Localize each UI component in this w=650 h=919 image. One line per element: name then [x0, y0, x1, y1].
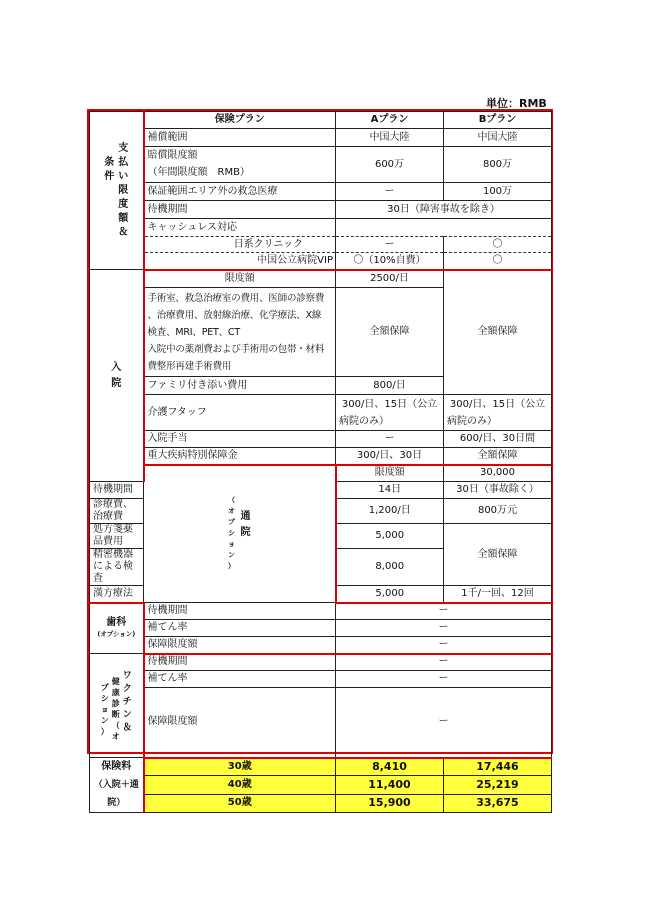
premium-row: 保険料 （入院＋通 院） 30歳 8,410 17,446 — [90, 758, 552, 776]
table-row: 補てん率 ー — [90, 671, 552, 688]
table-row: 補償範囲 中国大陸 中国大陸 — [90, 129, 552, 147]
header-item: 保険プラン — [144, 112, 336, 129]
table-row: 入院手当 ー 600/日、30日間 — [90, 431, 552, 448]
table-row: 介護フタッフ 300/日、15日（公立 病院のみ） 300/日、15日（公立 病院のみ） — [90, 395, 552, 431]
table-row: 入院 限度額 2500/日 全額保障 — [90, 270, 552, 288]
section-outpatient: （ オ プ シ ョ ン ） 通院 — [144, 465, 336, 603]
table-row: 日系クリニック ー 〇 — [90, 237, 552, 253]
table-row: ファミリ付き添い費用 800/日 — [90, 377, 552, 395]
table-row: 歯科 (オプション) 待機期間 ー — [90, 603, 552, 620]
table-row: （ オ プ シ ョ ン ） 通院 限度額 30,000 — [90, 465, 552, 482]
table-row: 保証範囲エリア外の救急医療 ー 100万 — [90, 183, 552, 201]
section-payment — [90, 112, 144, 270]
insurance-plan-table — [87, 109, 553, 810]
hospital-costs-label: 手術室、救急治療室の費用、医師の診察費 、治療費用、放射線治療、化学療法、X線 検査、MRI、PET、CT 入院中の薬剤費および手術用の包帯・材料 費整形再建手術費用 — [144, 288, 336, 377]
table-header-row — [90, 112, 552, 129]
table-row: キャッシュレス対応 — [90, 219, 552, 237]
table-row: 漢方療法 5,000 1千/一回、12回 — [90, 586, 552, 603]
table-row: 処方箋薬品費用 5,000 全額保障 — [90, 524, 552, 549]
table-row: 重大疾病特別保障金 300/日、30日 全額保障 — [90, 448, 552, 465]
table-row: 待機期間 30日（障害事故を除き） — [90, 201, 552, 219]
premium-row: 40歳 11,400 25,219 — [90, 776, 552, 794]
section-hospital: 入院 — [90, 270, 144, 482]
payment-label: 支 払 い 限 度 額 ＆ — [118, 142, 129, 238]
table-row: 中国公立病院VIP 〇（10%自費） 〇 — [90, 253, 552, 270]
table-row: 補てん率 ー — [90, 620, 552, 637]
table-row: 賠償限度額 600万 800万 — [90, 147, 552, 165]
table-row: 保障限度額 ー — [90, 637, 552, 654]
premium-row: 50歳 15,900 33,675 — [90, 794, 552, 812]
header-plan-b: Bプラン — [444, 112, 552, 129]
table-row: 診療費、治療費 1,200/日 800万元 — [90, 499, 552, 524]
table-row: 精密機器による検査 8,000 — [90, 549, 552, 586]
header-plan-a: Aプラン — [336, 112, 444, 129]
section-premium: 保険料 （入院＋通 院） — [90, 758, 144, 813]
section-dental: 歯科 (オプション) — [90, 603, 144, 654]
table-row: （年間限度額 RMB） — [90, 165, 552, 183]
table-row: 手術室、救急治療室の費用、医師の診察費 、治療費用、放射線治療、化学療法、X線 検査、MRI、PET、CT 入院中の薬剤費および手術用の包帯・材料 費整形再建手術費用 全額保障 — [90, 288, 552, 377]
table-row: 保障限度額 ー — [90, 688, 552, 758]
payment-extra: 条 件 — [104, 156, 115, 182]
table-row: 待機期間 14日 30日（事故除く） — [90, 482, 552, 499]
unit-label: 単位：RMB — [486, 97, 547, 110]
table-row: プ シ ョ ン ） 健 康 診 断 （ オ ワ ク チ ン ＆ 待機期間 ー — [90, 654, 552, 671]
section-health-vaccine: プ シ ョ ン ） 健 康 診 断 （ オ ワ ク チ ン ＆ — [90, 654, 144, 758]
